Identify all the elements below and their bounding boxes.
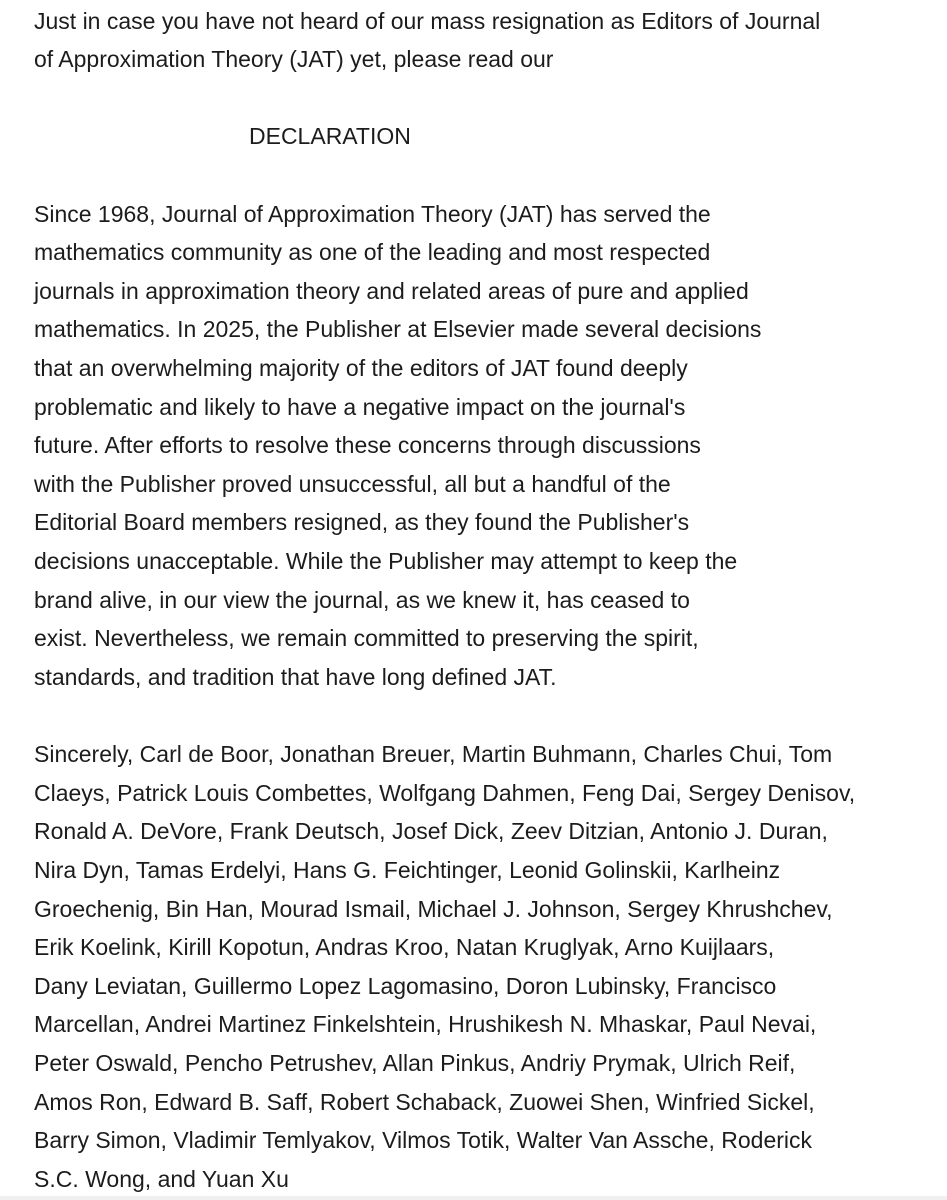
declaration-line: exist. Nevertheless, we remain committed to preserving the spirit, xyxy=(34,625,699,651)
signatories-line: Nira Dyn, Tamas Erdelyi, Hans G. Feichtinger, Leonid Golinskii, Karlheinz xyxy=(34,857,781,883)
declaration-line: mathematics community as one of the leading and most respected xyxy=(34,239,711,265)
signatories-line: Amos Ron, Edward B. Saff, Robert Schaback, Zuowei Shen, Winfried Sickel, xyxy=(34,1089,815,1115)
signatories-line: Peter Oswald, Pencho Petrushev, Allan Pinkus, Andriy Prymak, Ulrich Reif, xyxy=(34,1050,796,1076)
declaration-line: with the Publisher proved unsuccessful, all but a handful of the xyxy=(34,471,671,497)
declaration-line: problematic and likely to have a negative impact on the journal's xyxy=(34,394,686,420)
declaration-line: decisions unacceptable. While the Publisher may attempt to keep the xyxy=(34,548,738,574)
declaration-line: Editorial Board members resigned, as they found the Publisher's xyxy=(34,509,690,535)
declaration-line: journals in approximation theory and related areas of pure and applied xyxy=(34,278,749,304)
declaration-line: mathematics. In 2025, the Publisher at Elsevier made several decisions xyxy=(34,316,762,342)
declaration-line: Since 1968, Journal of Approximation Theory (JAT) has served the xyxy=(34,201,711,227)
declaration-line: brand alive, in our view the journal, as we knew it, has ceased to xyxy=(34,587,690,613)
signatories-line: Erik Koelink, Kirill Kopotun, Andras Kroo, Natan Kruglyak, Arno Kuijlaars, xyxy=(34,934,775,960)
declaration-line: standards, and tradition that have long defined JAT. xyxy=(34,664,557,690)
declaration-line: that an overwhelming majority of the editors of JAT found deeply xyxy=(34,355,688,381)
declaration-heading: DECLARATION xyxy=(249,123,411,149)
signatories-line: Barry Simon, Vladimir Temlyakov, Vilmos Totik, Walter Van Assche, Roderick xyxy=(34,1127,813,1153)
signatories-line: S.C. Wong, and Yuan Xu xyxy=(34,1166,289,1192)
signatories-line: Groechenig, Bin Han, Mourad Ismail, Michael J. Johnson, Sergey Khrushchev, xyxy=(34,896,833,922)
signatories-line: Dany Leviatan, Guillermo Lopez Lagomasino, Doron Lubinsky, Francisco xyxy=(34,973,777,999)
intro-line: Just in case you have not heard of our mass resignation as Editors of Journal xyxy=(34,8,821,34)
signatories-line: Sincerely, Carl de Boor, Jonathan Breuer, Martin Buhmann, Charles Chui, Tom xyxy=(34,741,833,767)
signatories-line: Ronald A. DeVore, Frank Deutsch, Josef Dick, Zeev Ditzian, Antonio J. Duran, xyxy=(34,818,828,844)
intro-line: of Approximation Theory (JAT) yet, please read our xyxy=(34,46,554,72)
declaration-line: future. After efforts to resolve these concerns through discussions xyxy=(34,432,701,458)
page-bottom-edge xyxy=(0,1196,947,1200)
signatories-line: Claeys, Patrick Louis Combettes, Wolfgang Dahmen, Feng Dai, Sergey Denisov, xyxy=(34,780,856,806)
signatories-line: Marcellan, Andrei Martinez Finkelshtein, Hrushikesh N. Mhaskar, Paul Nevai, xyxy=(34,1011,817,1037)
